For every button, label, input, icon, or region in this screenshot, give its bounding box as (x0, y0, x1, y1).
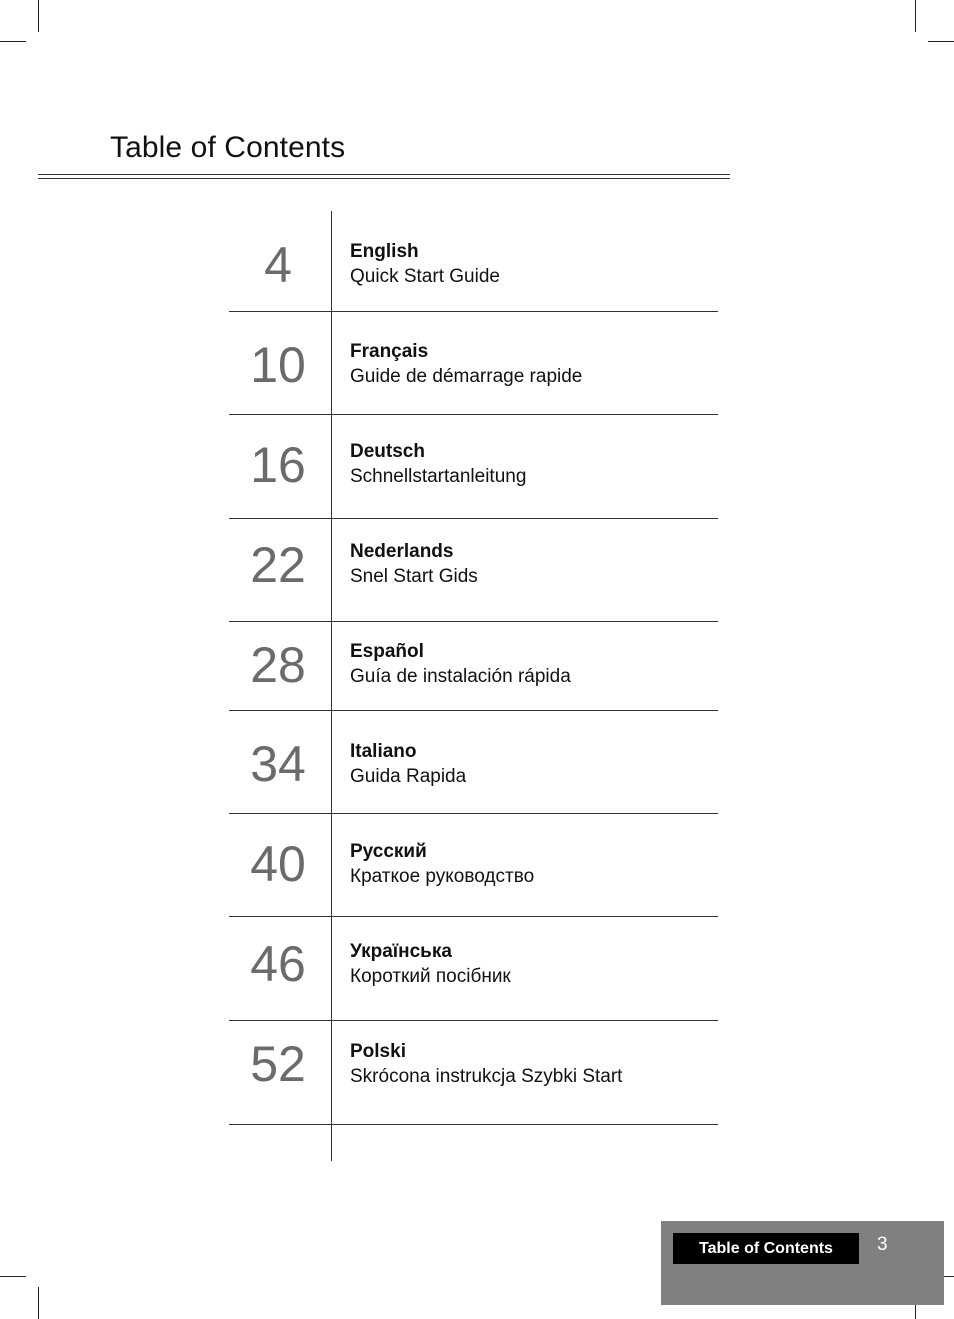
toc-page-number: 46 (250, 936, 306, 992)
toc-language: Deutsch (350, 441, 425, 462)
toc-entry-text (350, 739, 466, 789)
crop-mark (0, 41, 26, 42)
page-footer (661, 1221, 944, 1305)
toc-language: Italiano (350, 741, 417, 762)
toc-language: Español (350, 641, 424, 662)
toc-entry[interactable] (229, 1020, 718, 1124)
toc-page-number: 10 (250, 337, 306, 393)
toc-subtitle: Quick Start Guide (350, 266, 500, 287)
toc-entry-text (350, 639, 571, 689)
toc-entry-text (350, 839, 534, 889)
crop-mark (928, 41, 954, 42)
toc-entry-text (350, 1039, 622, 1089)
crop-mark (915, 0, 916, 32)
toc-entry[interactable] (229, 621, 718, 710)
toc-subtitle: Skrócona instrukcja Szybki Start (350, 1066, 623, 1087)
toc-page-number: 4 (264, 237, 292, 293)
toc-language: Українська (350, 941, 452, 962)
toc-entry[interactable] (229, 311, 718, 414)
toc-entry-text (350, 339, 582, 389)
crop-mark (38, 0, 39, 32)
page-title: Table of Contents (110, 131, 346, 164)
toc-page-number: 34 (250, 736, 306, 792)
toc-subtitle: Краткое руководство (350, 866, 535, 887)
toc-entry[interactable] (229, 414, 718, 518)
title-rule (38, 174, 730, 175)
toc-subtitle: Guía de instalación rápida (350, 666, 571, 687)
toc-subtitle: Schnellstartanleitung (350, 466, 527, 487)
toc-page-number: 22 (250, 537, 306, 593)
toc-entry[interactable] (229, 518, 718, 621)
toc-page-number: 16 (250, 437, 306, 493)
toc-page-number: 40 (250, 836, 306, 892)
crop-mark (38, 1287, 39, 1319)
page-number: 3 (877, 1234, 888, 1255)
toc-subtitle: Snel Start Gids (350, 566, 478, 587)
toc-entry[interactable] (229, 813, 718, 916)
toc-subtitle: Guida Rapida (350, 766, 467, 787)
toc-language: Nederlands (350, 541, 454, 562)
crop-mark (0, 1276, 26, 1277)
toc-entry-text (350, 539, 478, 589)
toc-entry[interactable] (229, 211, 718, 311)
footer-section-label: Table of Contents (673, 1233, 859, 1264)
toc-language: Русский (350, 841, 427, 862)
toc-entry-text (350, 439, 526, 489)
toc-subtitle: Guide de démarrage rapide (350, 366, 583, 387)
toc-language: Français (350, 341, 429, 362)
title-rule (38, 178, 730, 179)
toc-entry[interactable] (229, 916, 718, 1020)
toc-subtitle: Короткий посібник (350, 966, 511, 987)
toc-language: Polski (350, 1041, 406, 1062)
toc-page-number: 52 (250, 1036, 306, 1092)
toc-entry-text (350, 939, 511, 989)
toc-page-number: 28 (250, 637, 306, 693)
toc-entry-text (350, 239, 500, 289)
toc-separator (229, 1124, 718, 1125)
toc-language: English (350, 241, 419, 262)
toc-entry[interactable] (229, 710, 718, 813)
